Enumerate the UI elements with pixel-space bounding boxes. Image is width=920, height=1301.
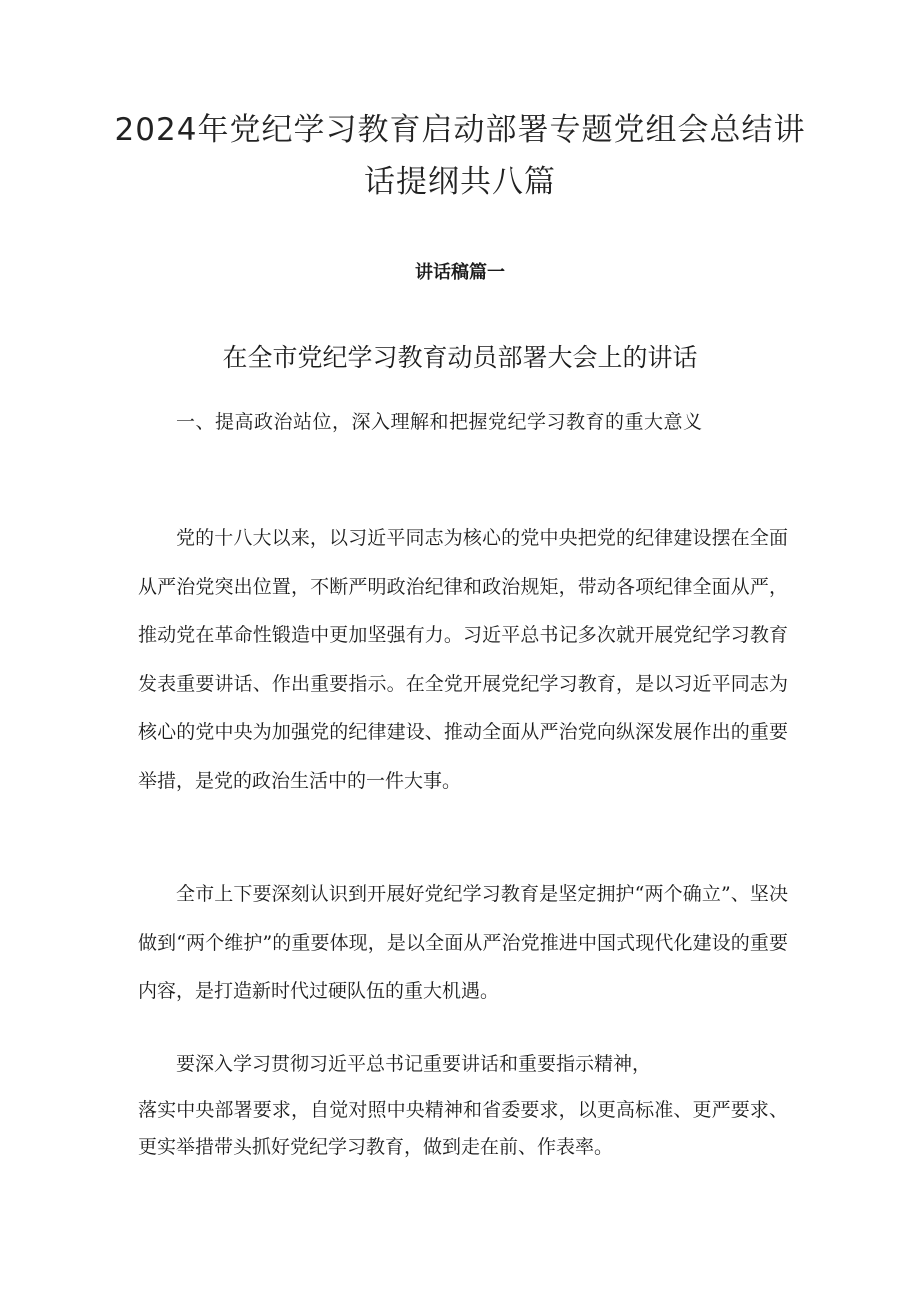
document-title: 2024年党纪学习教育启动部署专题党组会总结讲话提纲共八篇 xyxy=(114,112,806,200)
speech-title: 在全市党纪学习教育动员部署大会上的讲话 xyxy=(222,343,698,372)
section-label: 讲话稿篇一 xyxy=(415,262,505,283)
body-paragraph-continuation: 落实中央部署要求，自觉对照中央精神和省委要求，以更高标准、更严要求、更实举措带头抓好党纪学习教育，做到走在前、作表率。 xyxy=(138,1099,788,1158)
body-paragraph-first-line: 要深入学习贯彻习近平总书记重要讲话和重要指示精神， xyxy=(176,1053,652,1075)
body-paragraph: 全市上下要深刻认识到开展好党纪学习教育是坚定拥护“两个确立”、坚决做到“两个维护”的重要体现，是以全面从严治党推进中国式现代化建设的重要内容，是打造新时代过硬队伍的重大机遇。 xyxy=(138,883,788,1002)
body-paragraph: 党的十八大以来，以习近平同志为核心的党中央把党的纪律建设摆在全面从严治党突出位置，不断严明政治纪律和政治规矩，带动各项纪律全面从严，推动党在革命性锻造中更加坚强有力。习近平总书记多次就开展党纪学习教育发表重要讲话、作出重要指示。在全党开展党纪学习教育，是以习近平同志为核心的党中央为加强党的纪律建设、推动全面从严治党向纵深发展作出的重要举措，是党的政治生活中的一件大事。 xyxy=(138,527,788,792)
section-heading: 一、提高政治站位，深入理解和把握党纪学习教育的重大意义 xyxy=(176,411,703,433)
